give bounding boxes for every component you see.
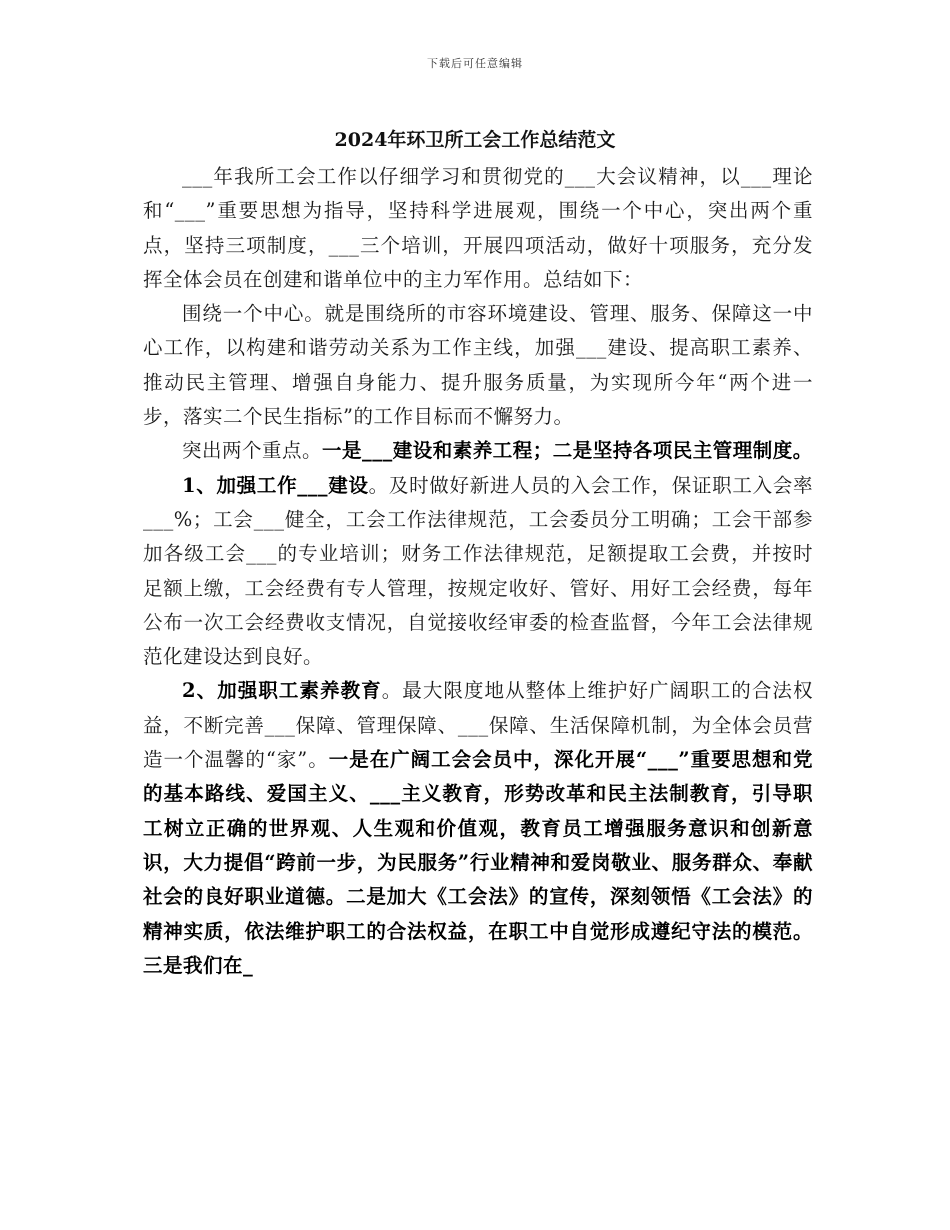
section-heading: 1、加强工作___建设 <box>182 473 369 497</box>
paragraph-section-2 <box>143 674 813 983</box>
section-heading: 2、加强职工素养教育 <box>182 679 382 703</box>
paragraph-text: 。及时做好新进人员的入会工作，保证职工入会率___%；工会___健全，工会工作法律规范，工会委员分工明确；工会干部参加各级工会___的专业培训；财务工作法律规范，足额提取工会费，并按时足额上缴，工会经费有专人管理，按规定收好、管好、用好工会经费，每年公布一次工会经费收支情况，自觉接收经审委的检查监督，今年工会法律规范化建设达到良好。 <box>143 473 813 669</box>
paragraph-one-center <box>143 297 813 434</box>
paragraph-text: 围绕一个中心。就是围绕所的市容环境建设、管理、服务、保障这一中心工作，以构建和谐劳动关系为工作主线，加强___建设、提高职工素养、推动民主管理、增强自身能力、提升服务质量，为实现所今年“两个进一步，落实二个民生指标”的工作目标而不懈努力。 <box>143 302 813 429</box>
document-body <box>143 160 813 983</box>
paragraph-intro <box>143 160 813 297</box>
paragraph-text: 。最大限度地从整体上维护好广阔职工的合法权益，不断完善___保障、管理保障、___保障、生活保障机制，为全体会员营造一个温馨的“家”。 <box>143 679 813 772</box>
paragraph-text: ___年我所工会工作以仔细学习和贯彻党的___大会议精神，以___理论和“___”重要思想为指导，坚持科学进展观，围绕一个中心，突出两个重点，坚持三项制度，___三个培训，开展四项活动，做好十项服务，充分发挥全体会员在创建和谐单位中的主力军作用。总结如下： <box>143 165 813 291</box>
paragraph-two-focus <box>143 434 813 468</box>
paragraph-section-1 <box>143 469 813 675</box>
page-header-note: 下载后可任意编辑 <box>427 57 523 70</box>
document-title: 2024年环卫所工会工作总结范文 <box>334 129 616 151</box>
paragraph-bold-text: 一是___建设和素养工程；二是坚持各项民主管理制度。 <box>322 439 813 463</box>
paragraph-text: 突出两个重点。 <box>182 439 323 463</box>
paragraph-bold-text: 一是在广阔工会会员中，深化开展“___”重要思想和党的基本路线、爱国主义、___主义教育，形势改革和民主法制教育，引导职工树立正确的世界观、人生观和价值观，教育员工增强服务意识和创新意识，大力提倡“跨前一步，为民服务”行业精神和爱岗敬业、服务群众、奉献社会的良好职业道德。二是加大《工会法》的宣传，深刻领悟《工会法》的精神实质，依法维护职工的合法权益，在职工中自觉形成遵纪守法的模范。三是我们在_ <box>143 748 813 977</box>
